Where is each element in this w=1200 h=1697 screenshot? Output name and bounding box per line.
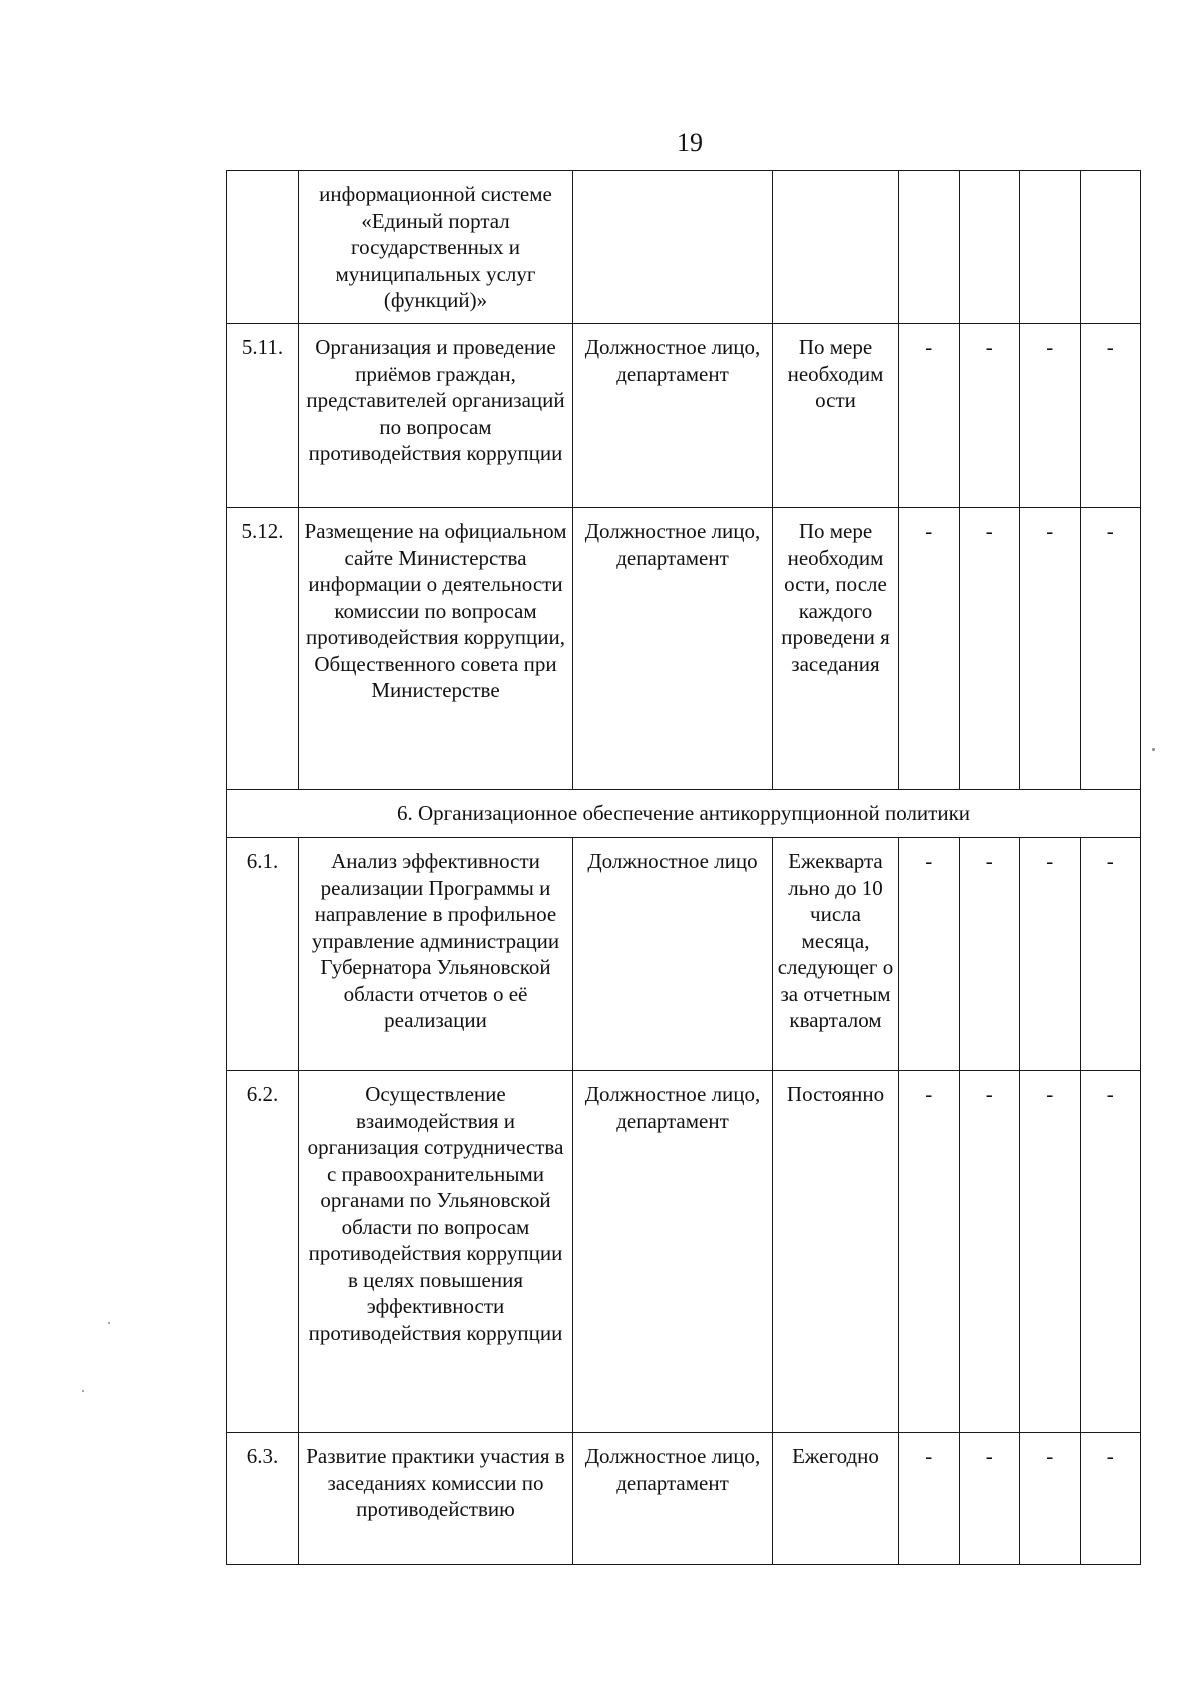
- table-row: [227, 1433, 1141, 1565]
- item-mark: [1080, 171, 1141, 324]
- item-responsible: [573, 171, 773, 324]
- page-number: 19: [677, 128, 703, 157]
- item-term: По мере необходим ости: [773, 324, 899, 508]
- item-responsible: Должностное лицо, департамент: [573, 1433, 773, 1565]
- scan-speck: [108, 1322, 110, 1324]
- item-mark: -: [959, 1071, 1020, 1433]
- item-mark: -: [1080, 508, 1141, 790]
- item-name: Развитие практики участия в заседаниях комиссии по противодействию: [299, 1433, 573, 1565]
- item-term: Ежегодно: [773, 1433, 899, 1565]
- item-mark: -: [959, 508, 1020, 790]
- item-mark: -: [959, 1433, 1020, 1565]
- item-name: информационной системе «Единый портал государственных и муниципальных услуг (функций)»: [299, 171, 573, 324]
- item-mark: -: [899, 838, 960, 1071]
- section-title: 6. Организационное обеспечение антикоррупционной политики: [227, 790, 1141, 838]
- item-mark: -: [1020, 508, 1081, 790]
- item-mark: -: [899, 324, 960, 508]
- scan-speck: [82, 1390, 84, 1392]
- item-name: Осуществление взаимодействия и организация сотрудничества с правоохранительными органами по Ульяновской области по вопросам противодействия коррупции в целях повышения эффективности противодействия коррупции: [299, 1071, 573, 1433]
- table-row: [227, 1071, 1141, 1433]
- item-mark: -: [959, 838, 1020, 1071]
- item-name: Анализ эффективности реализации Программы и направление в профильное управление администрации Губернатора Ульяновской области отчетов о её реализации: [299, 838, 573, 1071]
- table-row: [227, 838, 1141, 1071]
- item-mark: -: [1080, 324, 1141, 508]
- item-mark: [1020, 171, 1081, 324]
- measures-table: [226, 170, 1141, 1565]
- item-number: 5.12.: [227, 508, 299, 790]
- item-term: Ежекварта льно до 10 числа месяца, следующег о за отчетным кварталом: [773, 838, 899, 1071]
- item-mark: -: [899, 508, 960, 790]
- item-number: 5.11.: [227, 324, 299, 508]
- item-mark: -: [1080, 1433, 1141, 1565]
- table-row: [227, 171, 1141, 324]
- item-mark: -: [1080, 838, 1141, 1071]
- table-row: [227, 324, 1141, 508]
- item-responsible: Должностное лицо, департамент: [573, 324, 773, 508]
- item-mark: -: [1020, 1071, 1081, 1433]
- item-term: Постоянно: [773, 1071, 899, 1433]
- item-mark: -: [1080, 1071, 1141, 1433]
- item-mark: -: [1020, 324, 1081, 508]
- item-mark: -: [899, 1071, 960, 1433]
- section-row: [227, 790, 1141, 838]
- item-mark: -: [959, 324, 1020, 508]
- item-term: [773, 171, 899, 324]
- item-number: 6.2.: [227, 1071, 299, 1433]
- item-mark: -: [1020, 1433, 1081, 1565]
- item-responsible: Должностное лицо, департамент: [573, 508, 773, 790]
- item-responsible: Должностное лицо, департамент: [573, 1071, 773, 1433]
- item-mark: [959, 171, 1020, 324]
- table-row: [227, 508, 1141, 790]
- item-mark: -: [1020, 838, 1081, 1071]
- item-mark: [899, 171, 960, 324]
- scan-speck: [1152, 748, 1155, 751]
- item-mark: -: [899, 1433, 960, 1565]
- item-name: Размещение на официальном сайте Министерства информации о деятельности комиссии по вопросам противодействия коррупции, Общественного совета при Министерстве: [299, 508, 573, 790]
- item-number: 6.1.: [227, 838, 299, 1071]
- item-number: [227, 171, 299, 324]
- item-number: 6.3.: [227, 1433, 299, 1565]
- item-name: Организация и проведение приёмов граждан, представителей организаций по вопросам противодействия коррупции: [299, 324, 573, 508]
- item-responsible: Должностное лицо: [573, 838, 773, 1071]
- item-term: По мере необходим ости, после каждого проведени я заседания: [773, 508, 899, 790]
